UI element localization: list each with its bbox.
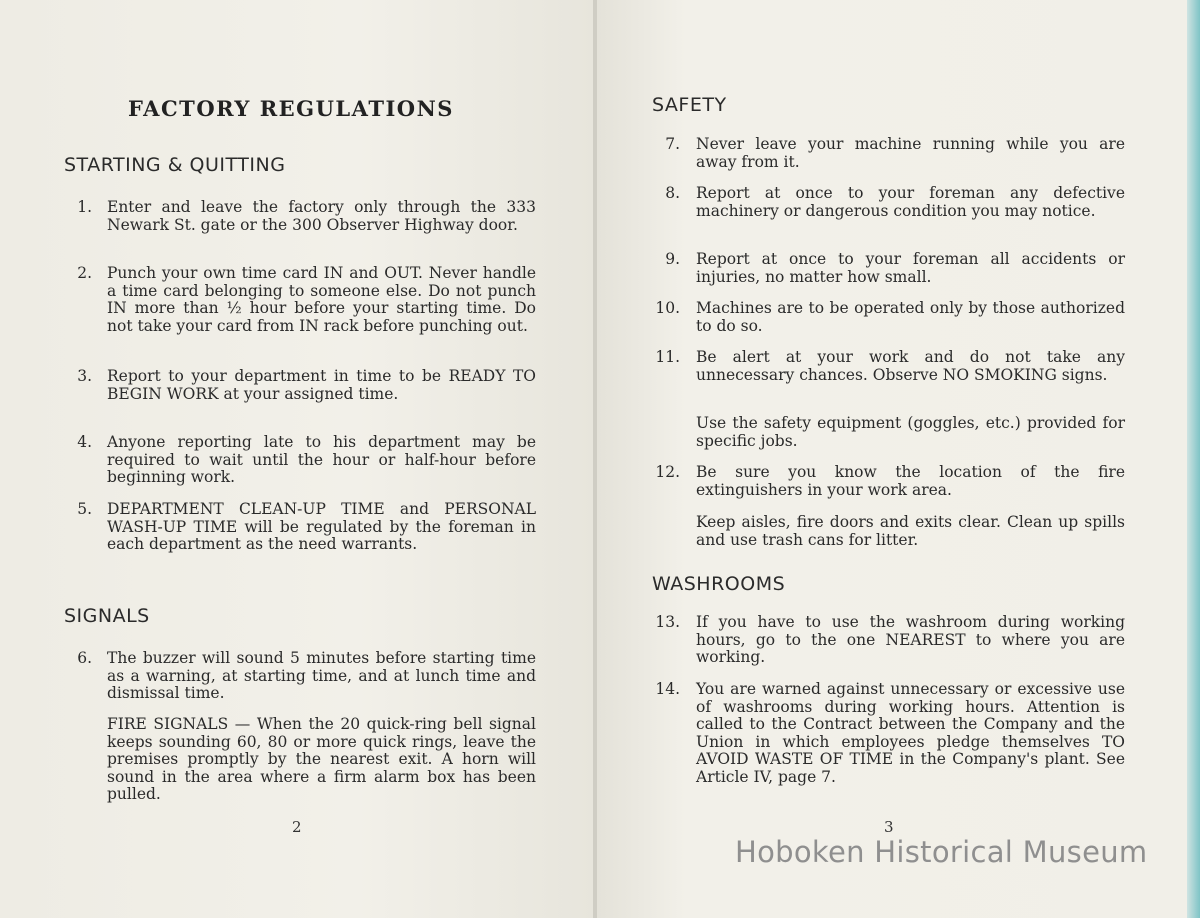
- item-number: 4.: [77, 433, 92, 451]
- item-text: Enter and leave the factory only through the 333 Newark St. gate or the 300 Observer Highway door.: [107, 198, 536, 234]
- item-number: 1.: [77, 198, 92, 216]
- section-heading-safety: SAFETY: [652, 94, 727, 116]
- item-text: Anyone reporting late to his department may be required to wait until the hour or half-hour before beginning work.: [107, 433, 536, 486]
- item-text: DEPARTMENT CLEAN-UP TIME and PERSONAL WASH-UP TIME will be regulated by the foreman in each department as the need warrants.: [107, 500, 536, 553]
- item-number: 6.: [77, 649, 92, 667]
- item-number: 11.: [655, 348, 680, 366]
- cover-edge: [1187, 0, 1200, 918]
- page-number-right: 3: [884, 818, 894, 836]
- museum-watermark: Hoboken Historical Museum: [735, 835, 1148, 869]
- fire-signals-paragraph: FIRE SIGNALS — When the 20 quick-ring bell signal keeps sounding 60, 80 or more quick rings, leave the premises promptly by the nearest exit. A horn will sound in the area where a firm alarm box has been pulled.: [107, 715, 536, 803]
- item-text: If you have to use the washroom during working hours, go to the one NEAREST to where you are working.: [696, 613, 1125, 666]
- item-text: Report to your department in time to be READY TO BEGIN WORK at your assigned time.: [107, 367, 536, 403]
- section-heading-starting-quitting: STARTING & QUITTING: [64, 154, 286, 176]
- item-number: 7.: [665, 135, 680, 153]
- item-text: Never leave your machine running while you are away from it.: [696, 135, 1125, 171]
- item-text: Report at once to your foreman all accidents or injuries, no matter how small.: [696, 250, 1125, 286]
- item-text: Report at once to your foreman any defective machinery or dangerous condition you may notice.: [696, 184, 1125, 220]
- item-number: 5.: [77, 500, 92, 518]
- item-number: 10.: [655, 299, 680, 317]
- item-text: Be alert at your work and do not take any unnecessary chances. Observe NO SMOKING signs.: [696, 348, 1125, 384]
- item-text: You are warned against unnecessary or excessive use of washrooms during working hours. Attention is called to the Contract between the Company and the Union in which employees pledge themselves TO AVOID WASTE OF TIME in the Company's plant. See Article IV, page 7.: [696, 680, 1125, 786]
- item-number: 8.: [665, 184, 680, 202]
- item-number: 3.: [77, 367, 92, 385]
- item-text: Punch your own time card IN and OUT. Never handle a time card belonging to someone else. Do not punch IN more than ½ hour before your starting time. Do not take your card from IN rack before punching out.: [107, 264, 536, 335]
- section-heading-washrooms: WASHROOMS: [652, 573, 786, 595]
- item-number: 13.: [655, 613, 680, 631]
- item-number: 9.: [665, 250, 680, 268]
- item-text: The buzzer will sound 5 minutes before starting time as a warning, at starting time, and at lunch time and dismissal time.: [107, 649, 536, 702]
- page-number-left: 2: [292, 818, 302, 836]
- section-heading-signals: SIGNALS: [64, 605, 150, 627]
- item-text: Machines are to be operated only by those authorized to do so.: [696, 299, 1125, 335]
- item-number: 12.: [655, 463, 680, 481]
- keep-aisles-paragraph: Keep aisles, fire doors and exits clear. Clean up spills and use trash cans for litter.: [696, 513, 1125, 549]
- item-text: Be sure you know the location of the fire extinguishers in your work area.: [696, 463, 1125, 499]
- item-number: 2.: [77, 264, 92, 282]
- safety-equipment-paragraph: Use the safety equipment (goggles, etc.) provided for specific jobs.: [696, 414, 1125, 450]
- page-title: FACTORY REGULATIONS: [128, 96, 454, 121]
- item-number: 14.: [655, 680, 680, 698]
